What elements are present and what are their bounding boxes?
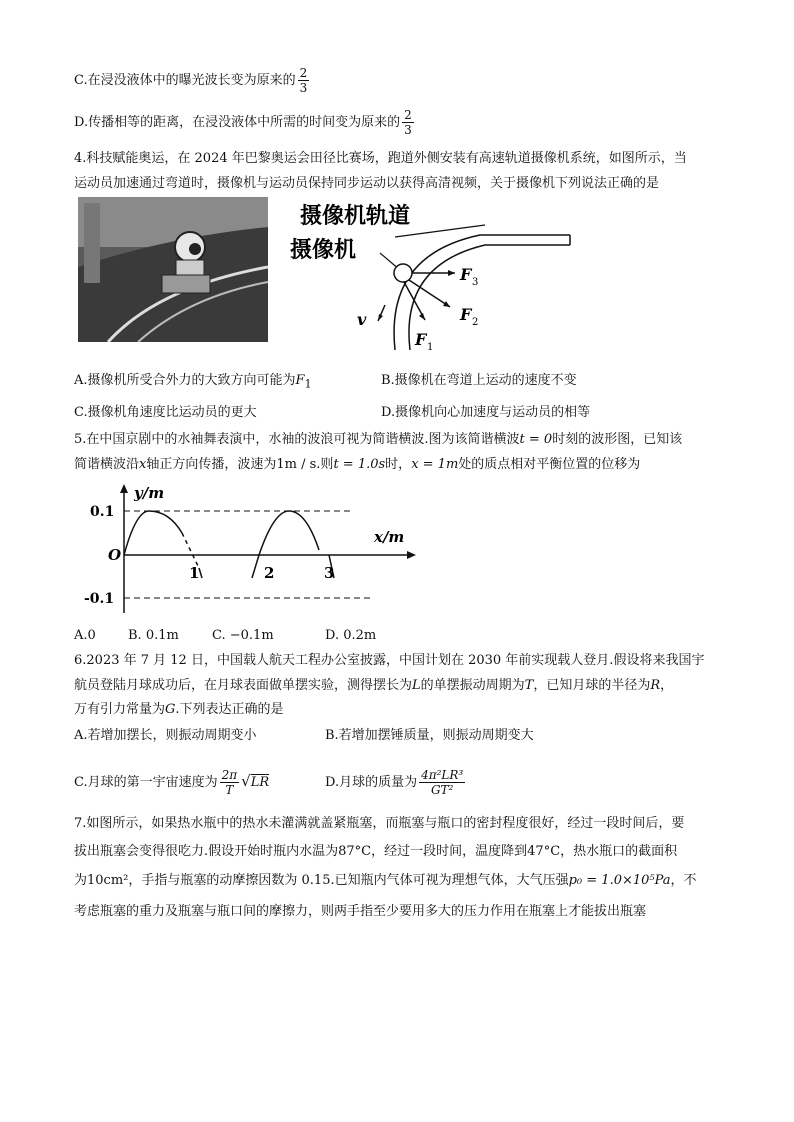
y-axis-label: y/m — [134, 484, 165, 502]
camera-label: 摄像机 — [290, 238, 357, 263]
q7-stem-line3: 为10cm²，手指与瓶塞的动摩擦因数为 0.15.已知瓶内气体可视为理想气体，大气压强p₀ = 1.0×10⁵Pa，不 — [74, 873, 697, 888]
q6-option-a: A.若增加摆长，则振动周期变小 — [74, 728, 257, 743]
q7-stem-line1: 7.如图所示，如果热水瓶中的热水未灌满就盖紧瓶塞，而瓶塞与瓶口的密封程度很好，经过一段时间后，要 — [74, 816, 685, 831]
fraction-two-thirds: $\frac{2}{3}$ — [299, 66, 308, 95]
q7-stem-line2: 拔出瓶塞会变得很吃力.假设开始时瓶内水温为87°C，经过一段时间，温度降到47°C，热水瓶口的截面积 — [74, 844, 678, 859]
svg-text:1: 1 — [427, 342, 434, 353]
svg-text:3: 3 — [472, 277, 479, 288]
q3-option-c — [74, 66, 311, 95]
q4-option-a: A.摄像机所受合外力的大致方向可能为$F_1$ — [74, 373, 312, 391]
origin-label: O — [108, 546, 122, 564]
q5-stem-line1: 5.在中国京剧中的水袖舞表演中，水袖的波浪可视为简谐横波.图为该简谐横波t = 0时刻的波形图，已知该 — [74, 432, 683, 447]
q4-option-d: D.摄像机向心加速度与运动员的相等 — [381, 405, 591, 420]
x-axis-label: x/m — [374, 528, 405, 546]
q5-stem-line2: 简谐横波沿x轴正方向传播，波速为1m / s.则t = 1.0s时，x = 1m处的质点相对平衡位置的位移为 — [74, 457, 641, 472]
q3-option-d-text: D.传播相等的距离，在浸没液体中所需的时间变为原来的 — [74, 115, 401, 130]
q4-stem-line2: 运动员加速通过弯道时，摄像机与运动员保持同步运动以获得高清视频，关于摄像机下列说法正确的是 — [74, 176, 660, 191]
q5-option-c: C. −0.1m — [212, 628, 274, 643]
fraction-two-thirds: $\frac{2}{3}$ — [404, 108, 412, 137]
x-tick-3: 3 — [324, 564, 335, 582]
x-tick-2: 2 — [264, 564, 275, 582]
q5-option-d: D. 0.2m — [325, 628, 377, 643]
x-tick-1: 1 — [189, 564, 200, 582]
camera-photo — [78, 197, 268, 342]
q4-option-b: B.摄像机在弯道上运动的速度不变 — [381, 373, 577, 388]
wave-graph — [74, 478, 434, 618]
y-tick-pos: 0.1 — [90, 504, 115, 520]
track-label: 摄像机轨道 — [300, 204, 411, 229]
svg-text:v: v — [357, 310, 367, 329]
svg-text:F: F — [460, 265, 472, 284]
q6-stem-line1: 6.2023 年 7 月 12 日，中国载人航天工程办公室披露，中国计划在 2030 年前实现载人登月.假设将来我国宇 — [74, 653, 705, 668]
y-tick-neg: -0.1 — [84, 591, 115, 607]
svg-text:F: F — [415, 330, 427, 349]
q7-stem-line4: 考虑瓶塞的重力及瓶塞与瓶口间的摩擦力，则两手指至少要用多大的压力作用在瓶塞上才能拔出瓶塞 — [74, 904, 647, 919]
svg-text:F: F — [460, 305, 472, 324]
camera-track-diagram — [285, 195, 585, 355]
q4-stem-line1: 4.科技赋能奥运，在 2024 年巴黎奥运会田径比赛场，跑道外侧安装有高速轨道摄像机系统，如图所示，当 — [74, 151, 687, 166]
q5-option-a: A.0 — [74, 628, 96, 643]
q6-option-c: C.月球的第一宇宙速度为 $\frac{2\pi}{T}$ √LR — [74, 768, 270, 797]
q3-option-c-text: C.在浸没液体中的曝光波长变为原来的 — [74, 73, 296, 88]
q6-stem-line3: 万有引力常量为G.下列表达正确的是 — [74, 702, 284, 717]
q6-option-b: B.若增加摆锤质量，则振动周期变大 — [325, 728, 534, 743]
q6-option-d: D.月球的质量为 $\frac{\text{4π²LR³}}{\text{GT²}}$ — [325, 768, 464, 797]
q3-option-d — [74, 108, 416, 137]
q5-option-b: B. 0.1m — [128, 628, 179, 643]
q6-stem-line2: 航员登陆月球成功后，在月球表面做单摆实验，测得摆长为L的单摆振动周期为T，已知月球的半径为R， — [74, 678, 674, 693]
svg-text:2: 2 — [472, 317, 479, 328]
q4-option-c: C.摄像机角速度比运动员的更大 — [74, 405, 257, 420]
